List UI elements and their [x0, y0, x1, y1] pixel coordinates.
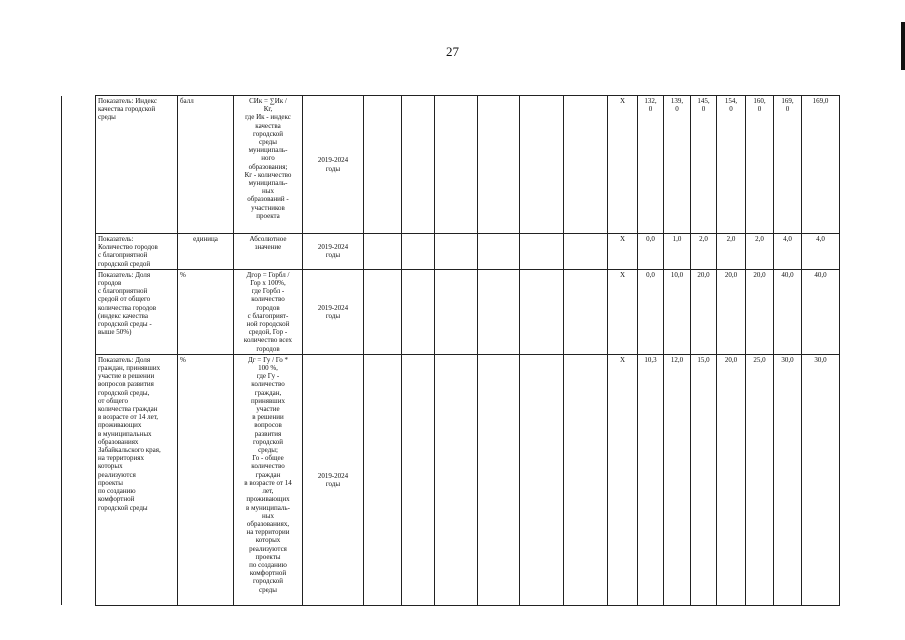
table-cell: [520, 269, 564, 354]
value-cell: 30,0: [802, 354, 840, 605]
value-cell: 20,0: [717, 269, 746, 354]
table-cell: [478, 269, 520, 354]
value-cell: 40,0: [774, 269, 802, 354]
unit-cell: %: [178, 269, 234, 354]
value-cell: 20,0: [746, 269, 774, 354]
indicator-cell: Показатель: Индекс качества городской среды: [96, 96, 178, 234]
indicator-cell: Показатель: Доля городов с благоприятной средой от общего количества городов (индекс качества городской среды - выше 50%): [96, 269, 178, 354]
table-cell: [478, 96, 520, 234]
table-cell: [435, 269, 478, 354]
formula-cell: СИк = ∑Ик / Кг, где Ик - индекс качества городской среды муниципаль- ного образования; Кг - количество муниципаль- ных образований - участников проекта: [234, 96, 303, 234]
unit-cell: %: [178, 354, 234, 605]
table-cell: [564, 234, 608, 270]
value-cell: 20,0: [717, 354, 746, 605]
table-cell: [364, 354, 402, 605]
table-row: [62, 234, 840, 270]
table-cell: [520, 234, 564, 270]
indicator-cell: Показатель: Количество городов с благоприятной городской средой: [96, 234, 178, 270]
value-cell: 12,0: [664, 354, 691, 605]
value-cell: 0,0: [638, 269, 664, 354]
table-cell: [520, 96, 564, 234]
indicator-cell: Показатель: Доля граждан, принявших участие в решении вопросов развития городской среды, от общего количества граждан в возрасте от 14 лет, проживающих в муниципальных образованиях Забайкальского края, на территориях которых реализуются проекты по созданию комфортной городской среды: [96, 354, 178, 605]
value-cell: 160, 0: [746, 96, 774, 234]
indicators-table: [61, 95, 840, 606]
value-cell: 169,0: [802, 96, 840, 234]
value-cell: 1,0: [664, 234, 691, 270]
value-cell: 2,0: [746, 234, 774, 270]
table-cell: [402, 96, 435, 234]
page-edge-line: [901, 22, 905, 70]
value-cell: 132, 0: [638, 96, 664, 234]
formula-cell: Абсолютное значение: [234, 234, 303, 270]
table-cell: [435, 96, 478, 234]
table-cell: [478, 354, 520, 605]
table-cell: [564, 269, 608, 354]
value-cell: 30,0: [774, 354, 802, 605]
value-cell: 4,0: [774, 234, 802, 270]
table-cell: [62, 234, 96, 270]
value-cell: 154, 0: [717, 96, 746, 234]
page-number: 27: [446, 44, 459, 59]
table-row: [62, 269, 840, 354]
value-cell: 2,0: [717, 234, 746, 270]
table-cell: [62, 269, 96, 354]
value-cell: 15,0: [691, 354, 717, 605]
period-cell: 2019-2024 годы: [303, 234, 364, 270]
value-cell: 10,0: [664, 269, 691, 354]
table-cell: [564, 354, 608, 605]
period-cell: 2019-2024 годы: [303, 96, 364, 234]
formula-cell: Дгор = Горбл / Гор x 100%, где Горбл - количество городов с благоприят- ной городской средой, Гор - количество всех городов: [234, 269, 303, 354]
table-cell: [435, 234, 478, 270]
value-cell: 4,0: [802, 234, 840, 270]
table-cell: [402, 269, 435, 354]
table-cell: [364, 234, 402, 270]
value-cell: 40,0: [802, 269, 840, 354]
table-cell: [478, 234, 520, 270]
value-cell: 139, 0: [664, 96, 691, 234]
table-cell: [402, 354, 435, 605]
table-cell: [364, 269, 402, 354]
unit-cell: балл: [178, 96, 234, 234]
table-cell: [402, 234, 435, 270]
period-cell: 2019-2024 годы: [303, 269, 364, 354]
value-cell: 20,0: [691, 269, 717, 354]
value-cell: 10,3: [638, 354, 664, 605]
x-cell: X: [608, 269, 638, 354]
value-cell: 2,0: [691, 234, 717, 270]
table-cell: [62, 354, 96, 605]
formula-cell: Дг = Гу / Го * 100 %, где Гу - количество граждан, принявших участие в решении вопросов развития городской среды; Го - общее количество граждан в возрасте от 14 лет, проживающих в муниципаль- ных образованиях, на территории которых реализуются проекты по созданию комфортной городской среды: [234, 354, 303, 605]
table-cell: [564, 96, 608, 234]
period-cell: 2019-2024 годы: [303, 354, 364, 605]
value-cell: 145, 0: [691, 96, 717, 234]
table-row: [62, 96, 840, 234]
table-cell: [62, 96, 96, 234]
unit-cell: единица: [178, 234, 234, 270]
table-cell: [520, 354, 564, 605]
value-cell: 0,0: [638, 234, 664, 270]
table-row: [62, 354, 840, 605]
x-cell: X: [608, 234, 638, 270]
value-cell: 169, 0: [774, 96, 802, 234]
table-cell: [364, 96, 402, 234]
x-cell: X: [608, 354, 638, 605]
table-cell: [435, 354, 478, 605]
x-cell: X: [608, 96, 638, 234]
value-cell: 25,0: [746, 354, 774, 605]
